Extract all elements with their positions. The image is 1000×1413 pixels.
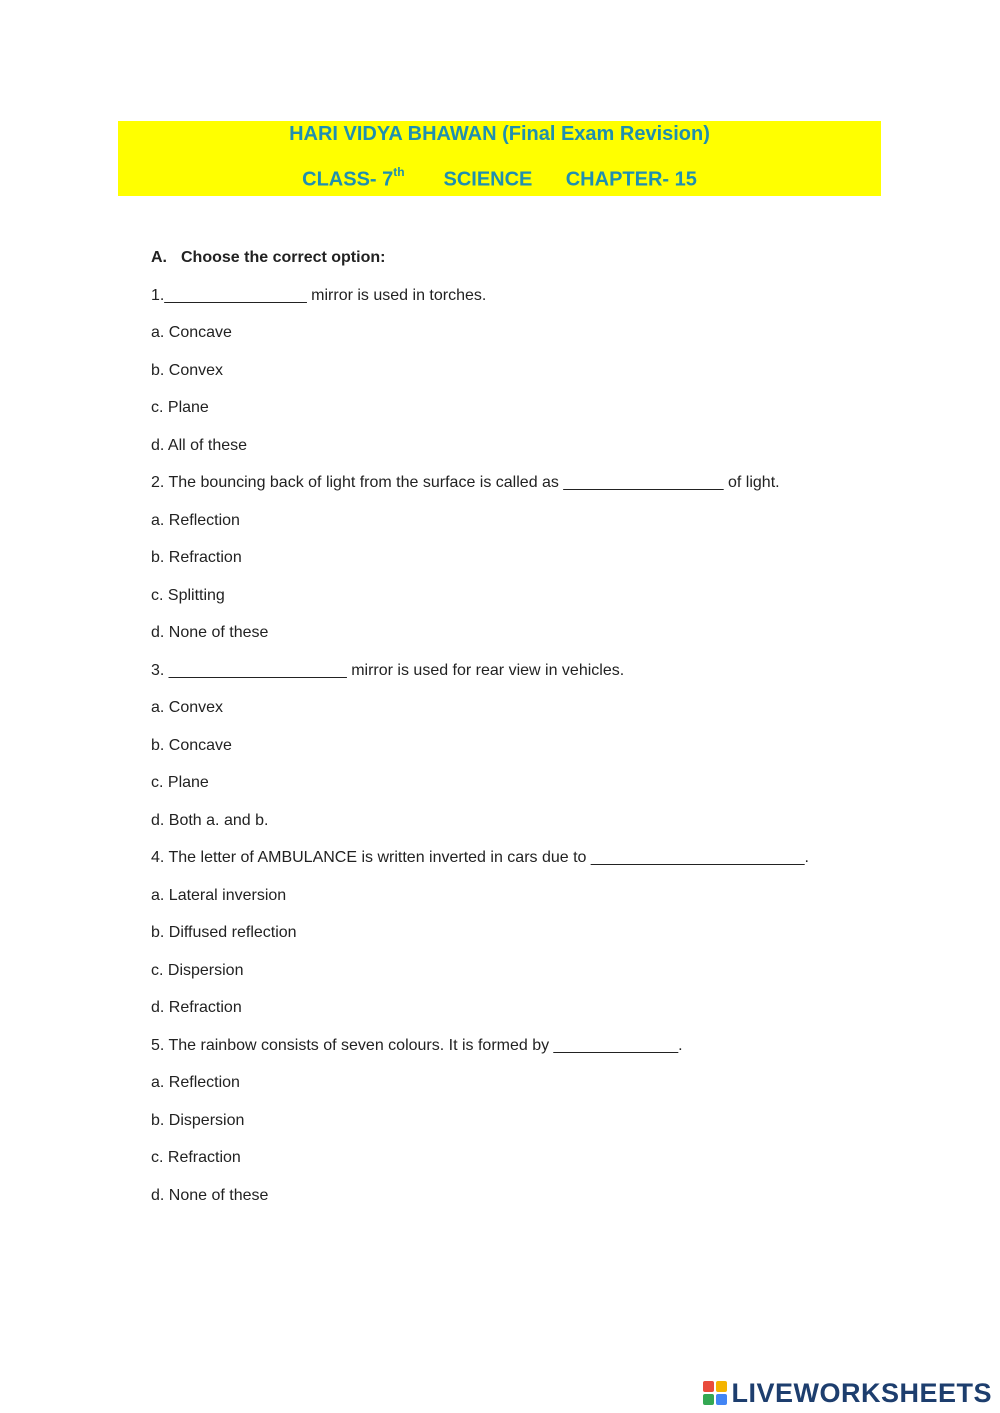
- option-line: b. Convex: [151, 361, 224, 379]
- section-heading: [151, 248, 911, 286]
- option-line: c. Plane: [151, 774, 209, 791]
- class-label: CLASS- 7: [302, 168, 394, 191]
- question-line: 4. The letter of AMBULANCE is written inverted in cars due to ________________________.: [151, 849, 809, 866]
- worksheet-title: HARI VIDYA BHAWAN (Final Exam Revision): [289, 123, 710, 145]
- option-line: d. All of these: [151, 436, 248, 454]
- option-line: a. Reflection: [151, 1074, 240, 1091]
- option-line: b. Diffused reflection: [151, 924, 297, 941]
- section-letter: A.: [151, 249, 167, 266]
- option-line: d. None of these: [151, 1186, 269, 1204]
- logo-text: LIVEWORKSHEETS: [731, 1377, 992, 1408]
- option-line: a. Concave: [151, 324, 232, 341]
- worksheet-content: [151, 248, 911, 1223]
- option-line: c. Splitting: [151, 586, 225, 604]
- option-line: c. Refraction: [151, 1149, 241, 1166]
- logo-mark-icon: [703, 1381, 727, 1405]
- option-line: d. Both a. and b.: [151, 811, 269, 829]
- option-line: c. Plane: [151, 399, 209, 416]
- question-list: [151, 286, 911, 1224]
- header-banner: [118, 121, 881, 196]
- option-line: b. Concave: [151, 736, 232, 754]
- option-line: b. Refraction: [151, 549, 242, 566]
- section-title: Choose the correct option:: [181, 249, 386, 266]
- option-line: a. Lateral inversion: [151, 886, 287, 904]
- question-line: 2. The bouncing back of light from the surface is called as __________________ of light.: [151, 474, 780, 491]
- question-line: 5. The rainbow consists of seven colours. It is formed by ______________.: [151, 1036, 683, 1054]
- worksheet-subtitle: [118, 167, 881, 192]
- liveworksheets-logo: [703, 1377, 992, 1409]
- question-line: 1.________________ mirror is used in torches.: [151, 286, 487, 304]
- option-line: c. Dispersion: [151, 961, 244, 979]
- question-line: 3. ____________________ mirror is used for rear view in vehicles.: [151, 661, 625, 679]
- subject-label: SCIENCE: [443, 168, 533, 191]
- option-line: b. Dispersion: [151, 1111, 245, 1129]
- option-line: d. None of these: [151, 624, 269, 641]
- class-superscript: th: [393, 165, 405, 179]
- option-line: a. Convex: [151, 699, 224, 716]
- option-line: d. Refraction: [151, 999, 242, 1016]
- chapter-label: CHAPTER- 15: [565, 168, 697, 191]
- option-line: a. Reflection: [151, 511, 240, 529]
